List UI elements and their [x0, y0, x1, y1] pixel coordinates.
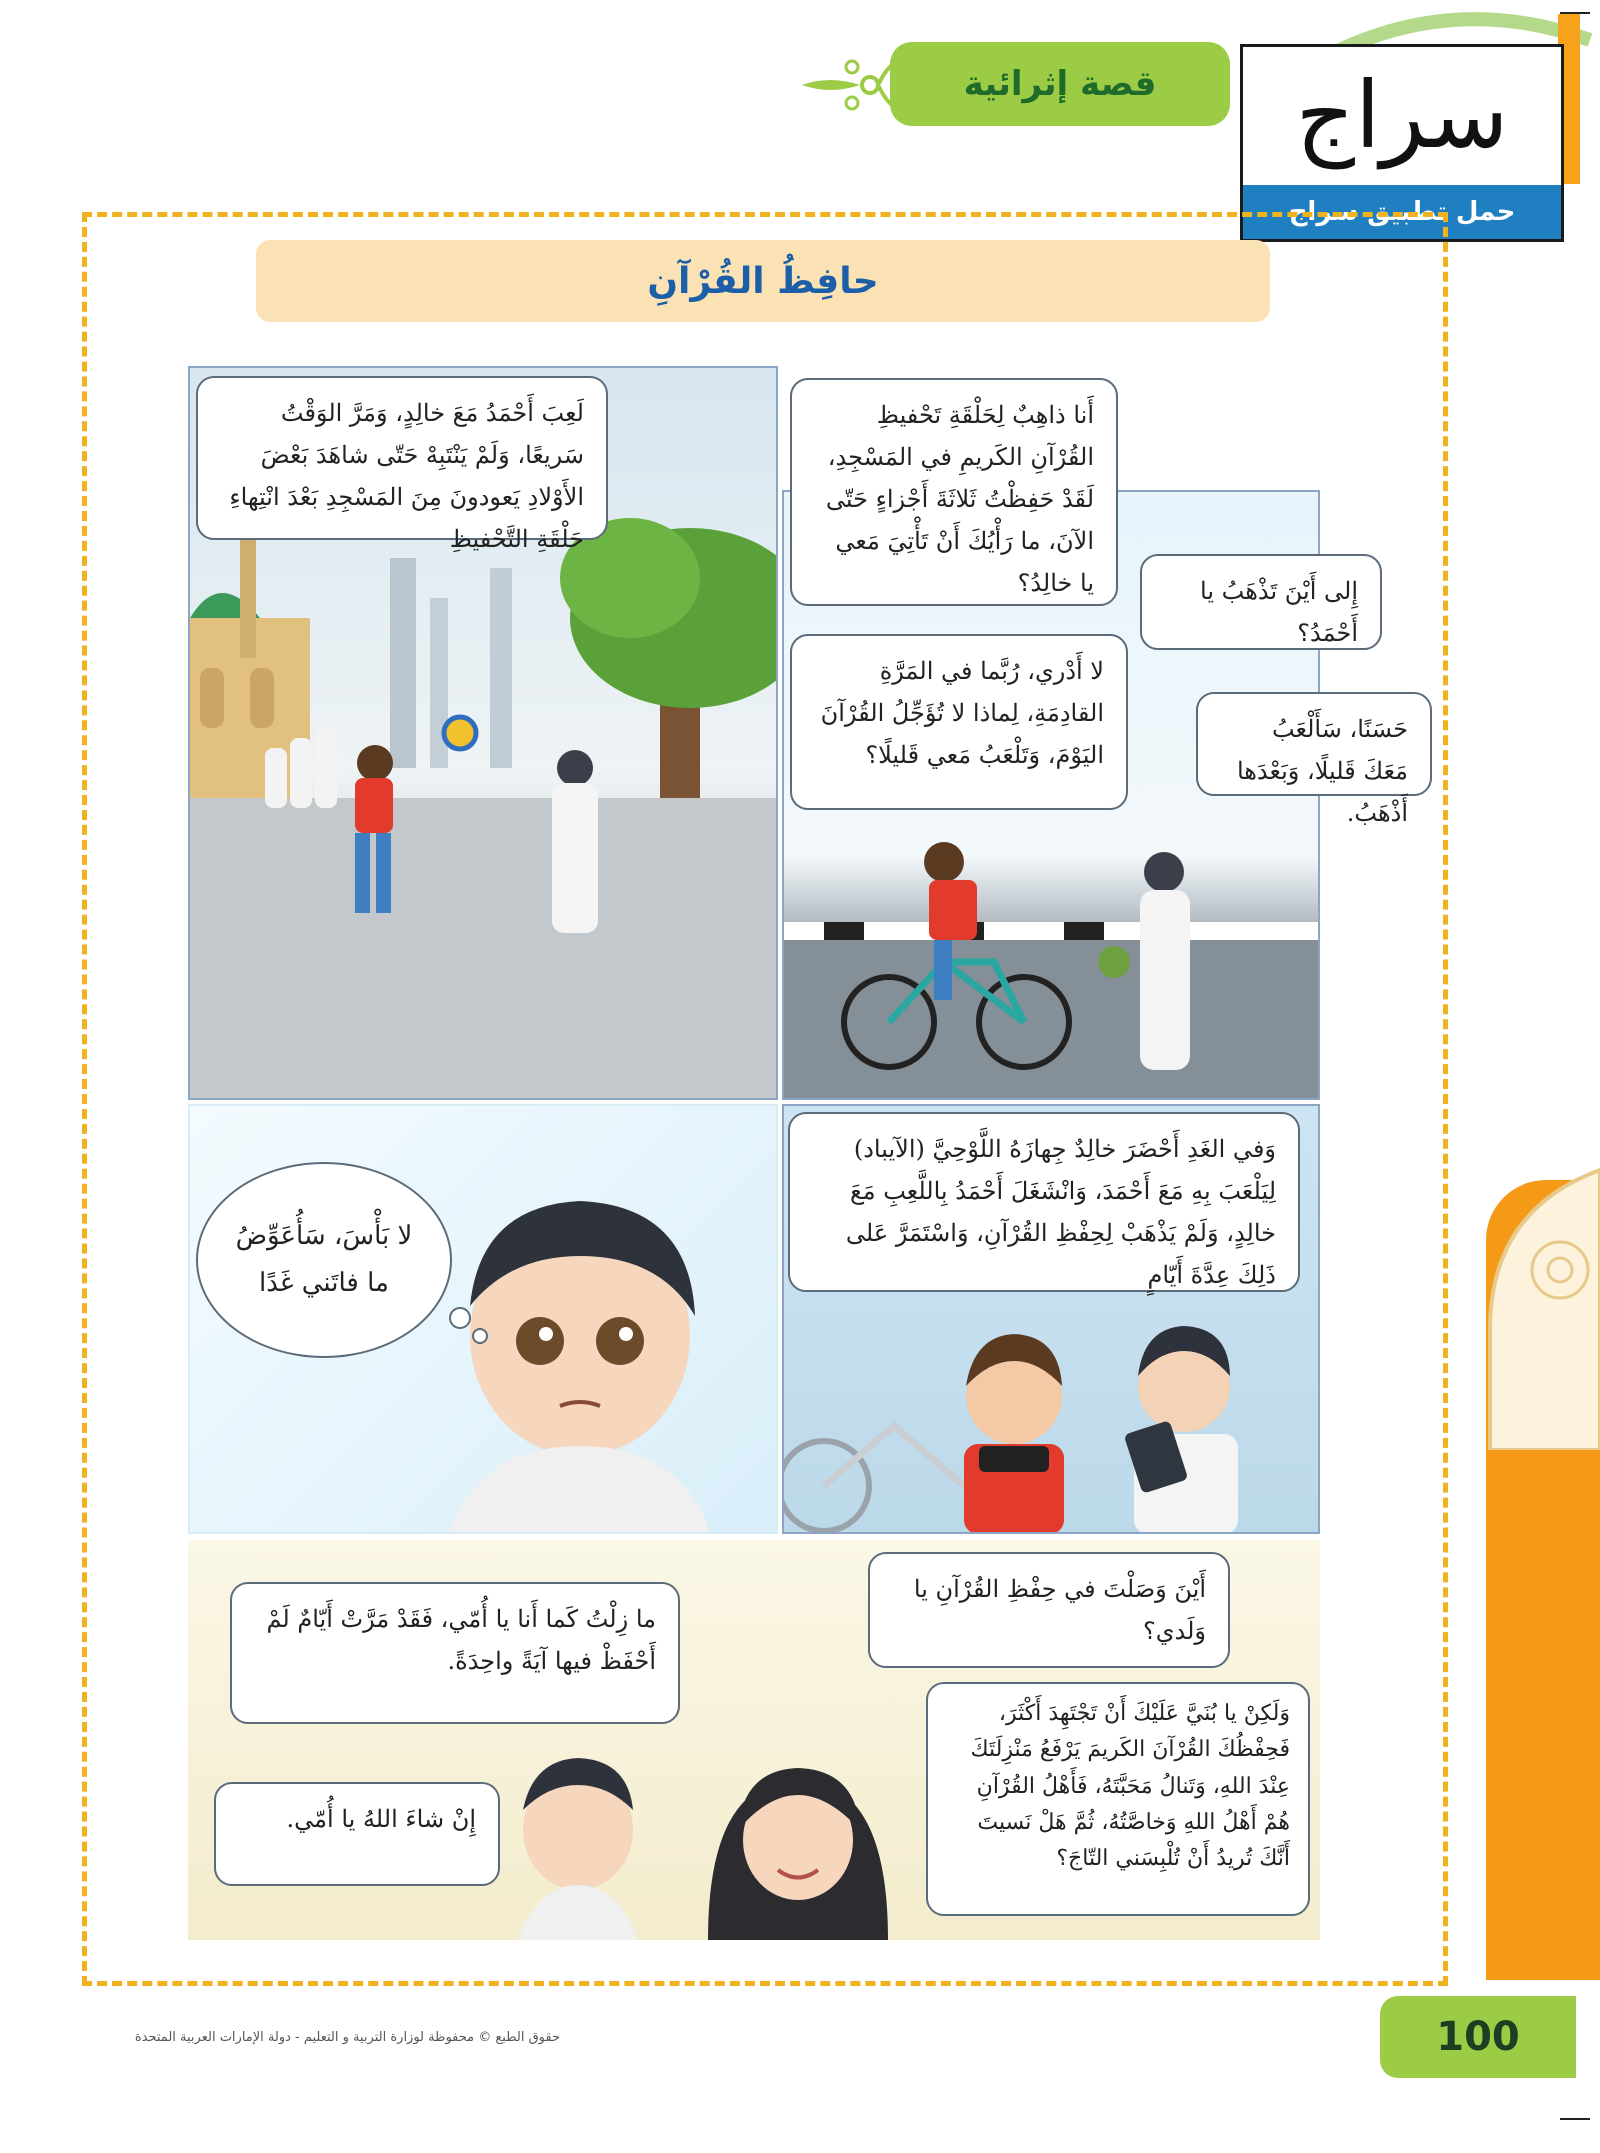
speech-bubble-mother-advice	[926, 1682, 1310, 1916]
story-title: حافِظُ القُرْآنِ	[647, 260, 879, 302]
crop-mark	[1560, 2118, 1590, 2120]
page-number: 100	[1436, 2014, 1520, 2060]
khalid-offer-text: لا أَدْري، رُبَّما في المَرَّةِ القادِمَةِ، لِماذا لا تُؤَجِّلُ القُرْآنَ اليَوْمَ، وَتَلْعَبُ مَعي قَليلًا؟	[820, 657, 1104, 769]
speech-bubble-ahmad-going	[790, 378, 1118, 606]
ahmad-promise-text: إِنْ شاءَ اللهُ يا أُمّي.	[286, 1805, 476, 1833]
speech-bubble-ahmad-answer	[230, 1582, 680, 1724]
siraj-download-tagline: حمل تطبيق سراج	[1243, 185, 1561, 239]
ahmad-agree-text: حَسَنًا، سَأَلْعَبُ مَعَكَ قَليلًا، وَبَعْدَها أَذْهَبُ.	[1236, 715, 1408, 827]
siraj-logo-word: سراج	[1295, 61, 1509, 169]
comic-panel-ipad	[782, 1104, 1320, 1534]
lesson-type-label: قصة إثرائية	[963, 64, 1157, 104]
crop-mark	[1560, 12, 1590, 14]
story-title-band	[256, 240, 1270, 322]
mother-question-text: أَيْنَ وَصَلْتَ في حِفْظِ القُرْآنِ يا وَلَدي؟	[913, 1575, 1206, 1645]
page-number-tab	[1380, 1996, 1576, 2078]
lesson-type-tab	[890, 42, 1230, 126]
speech-bubble-ahmad-promise	[214, 1782, 500, 1886]
caption-text-ipad: وَفي الغَدِ أَحْضَرَ خالِدٌ جِهازَهُ اللَّوْحِيَّ (الآيباد) لِيَلْعَبَ بِهِ مَعَ أَحْمَدَ، وَانْشَغَلَ أَحْمَدُ بِاللَّعِبِ مَعَ خالِدٍ، وَلَمْ يَذْهَبْ لِحِفْظِ القُرْآنِ، وَاسْتَمَرَّ عَلى ذَلِكَ عِدَّةَ أَيّامٍ	[845, 1135, 1276, 1289]
leaf-ornament-icon	[800, 45, 900, 125]
thought-bubble-ahmad	[196, 1162, 452, 1358]
caption-text-playing: لَعِبَ أَحْمَدُ مَعَ خالِدٍ، وَمَرَّ الوَقْتُ سَريعًا، وَلَمْ يَنْتَبِهْ حَتّى شاهَدَ بَعْضَ الأَوْلادِ يَعودونَ مِنَ المَسْجِدِ بَعْدَ انْتِهاءِ حَلْقَةِ التَّحْفيظِ	[229, 399, 584, 553]
speech-bubble-mother-question	[868, 1552, 1230, 1668]
comic-panel-playing-ball	[188, 366, 778, 1100]
comic-panel-thinking	[188, 1104, 778, 1534]
speech-caption-playing	[196, 376, 608, 553]
speech-bubble-khalid-question	[1140, 554, 1382, 650]
thought-text: لا بَأْسَ، سَأُعَوِّضُ ما فاتَني غَدًا	[235, 1221, 413, 1298]
ahmad-going-text: أَنا ذاهِبٌ لِحَلْقَةِ تَحْفيظِ القُرْآنِ الكَريمِ في المَسْجِدِ، لَقَدْ حَفِظْتُ ثَلاثَةَ أَجْزاءٍ حَتّى الآنَ، ما رَأْيُكَ أَنْ تَأْتِيَ مَعي يا خالِدُ؟	[825, 401, 1094, 597]
copyright-notice: حقوق الطبع © محفوظة لوزارة التربية و التعليم - دولة الإمارات العربية المتحدة	[134, 2029, 560, 2045]
speech-caption-ipad	[788, 1112, 1300, 1292]
speech-bubble-ahmad-agree	[1196, 692, 1432, 827]
ahmad-answer-text: ما زِلْتُ كَما أَنا يا أُمّي، فَقَدْ مَرَّتْ أَيّامٌ لَمْ أَحْفَظْ فيها آيَةً واحِدَةً.	[266, 1605, 656, 1675]
arch-ornament-icon	[1470, 1150, 1600, 1450]
speech-bubble-khalid-offer	[790, 634, 1128, 810]
mother-advice-text: وَلَكِنْ يا بُنَيَّ عَلَيْكَ أَنْ تَجْتَهِدَ أَكْثَرَ، فَحِفْظُكَ القُرْآنَ الكَريمَ يَرْفَعُ مَنْزِلَتَكَ عِنْدَ اللهِ، وَتَنالُ مَحَبَّتَهُ، فَأَهْلُ القُرْآنِ هُمْ أَهْلُ اللهِ وَخاصَّتُهُ، ثُمَّ هَلْ نَسيتَ أَنَّكَ تُريدُ أَنْ تُلْبِسَني التّاجَ؟	[970, 1701, 1290, 1872]
khalid-question-text: إِلى أَيْنَ تَذْهَبُ يا أَحْمَدُ؟	[1200, 577, 1358, 647]
